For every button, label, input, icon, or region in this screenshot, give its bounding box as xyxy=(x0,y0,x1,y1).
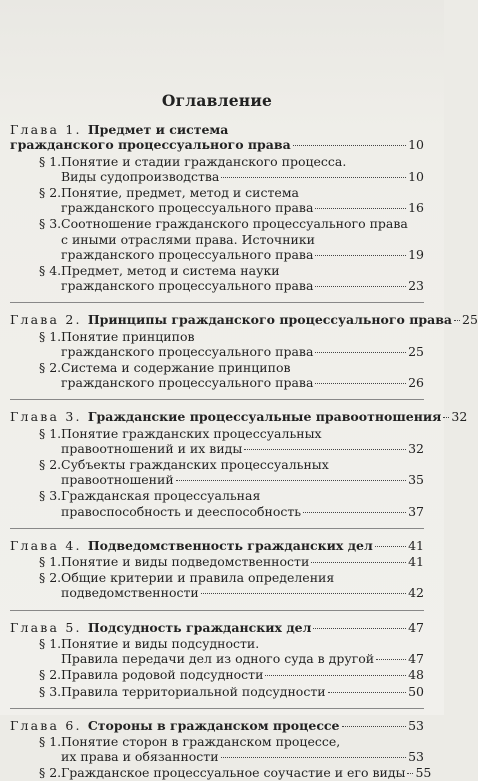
page-number: 53 xyxy=(408,717,424,733)
section-entry[interactable] xyxy=(39,667,424,682)
chapter-title-last-line xyxy=(10,137,424,152)
section-first-line xyxy=(39,765,432,781)
section-title-line: Понятие сторон в гражданском процессе, xyxy=(61,733,341,749)
chapter-label: Глава 3. xyxy=(10,409,88,425)
section-title-last-line xyxy=(61,441,424,456)
section-number: § 1. xyxy=(39,554,62,570)
section-body xyxy=(61,457,424,472)
section-title-last-line xyxy=(61,651,424,666)
section-title-text: гражданского процессуального права xyxy=(61,375,314,391)
section-title-last-line xyxy=(61,554,424,569)
section-number: § 3. xyxy=(39,216,62,232)
section-entry[interactable] xyxy=(39,457,424,487)
section-continuation xyxy=(39,651,424,666)
section-number: § 1. xyxy=(39,153,62,169)
section-continuation xyxy=(39,169,424,184)
chapter-title-text xyxy=(10,409,441,424)
dot-leader xyxy=(342,726,407,727)
chapter xyxy=(10,538,424,601)
chapter-label: Глава 5. xyxy=(10,619,88,635)
section-title-last-line xyxy=(61,344,424,359)
page-number: 47 xyxy=(408,619,424,635)
section-title-last-line xyxy=(61,684,424,699)
section-title-last-line xyxy=(61,765,431,780)
page-number: 32 xyxy=(451,409,468,425)
section-first-line xyxy=(39,636,424,651)
section-entry[interactable] xyxy=(39,734,424,764)
chapter-title-text xyxy=(10,718,340,733)
section-title-line: Система и содержание принципов xyxy=(61,360,291,376)
dot-leader xyxy=(376,659,406,660)
section-title-text: гражданского процессуального права xyxy=(61,278,314,294)
section-first-line xyxy=(39,329,424,344)
section-first-line xyxy=(39,667,424,682)
section-title-line: Субъекты гражданских процессуальных xyxy=(61,457,329,473)
chapter-title-text xyxy=(10,538,373,553)
section-body xyxy=(61,329,424,344)
chapter-title: Принципы гражданского процессуального права xyxy=(87,312,453,328)
chapter-title-line xyxy=(10,538,424,553)
page-number: 25 xyxy=(462,312,478,328)
page-number: 32 xyxy=(408,440,424,456)
chapter-title-line xyxy=(10,312,478,328)
page-number: 35 xyxy=(408,472,424,488)
dot-leader xyxy=(293,145,406,146)
chapter-heading[interactable] xyxy=(10,409,468,425)
page-number: 26 xyxy=(408,375,424,391)
section-title-last-line xyxy=(61,247,424,262)
section-body xyxy=(61,154,424,169)
table-of-contents xyxy=(10,91,478,781)
chapter-heading[interactable] xyxy=(10,538,424,553)
section-continuation xyxy=(39,247,424,262)
section-entry[interactable] xyxy=(39,154,424,184)
dot-leader xyxy=(375,546,406,547)
page-number: 23 xyxy=(408,278,424,294)
section-body xyxy=(61,684,424,699)
section-number: § 2. xyxy=(39,667,62,683)
section-first-line xyxy=(39,457,424,472)
section-entry[interactable] xyxy=(39,684,424,699)
section-continuation xyxy=(39,472,424,487)
chapter xyxy=(10,409,468,519)
section-entry[interactable] xyxy=(39,554,424,569)
chapter-title-text: гражданского процессуального права xyxy=(10,137,291,153)
page-number: 41 xyxy=(408,537,424,553)
section-title-last-line xyxy=(61,749,424,764)
chapter-heading[interactable] xyxy=(10,122,424,152)
chapter-title-text xyxy=(10,620,311,635)
section-continuation xyxy=(39,585,424,600)
section-entry[interactable] xyxy=(39,426,424,456)
section-title-last-line xyxy=(61,472,424,487)
section-title-text: гражданского процессуального права xyxy=(61,343,314,359)
dot-leader xyxy=(313,628,406,629)
chapter xyxy=(10,620,424,699)
section-body xyxy=(61,765,431,780)
chapter-title: Гражданские процессуальные правоотношения xyxy=(87,409,442,425)
chapter-label: Глава 1. xyxy=(10,122,88,138)
chapter-title: Стороны в гражданском процессе xyxy=(87,717,340,733)
section-title-text: подведомственности xyxy=(61,585,199,601)
dot-leader xyxy=(221,757,407,758)
section-title-line: Соотношение гражданского процессуального права xyxy=(61,216,408,232)
dot-leader xyxy=(303,512,406,513)
section-number: § 3. xyxy=(39,683,62,699)
chapter-divider xyxy=(10,302,424,303)
section-title-line: Общие критерии и правила определения xyxy=(61,570,335,586)
section-title-text: Гражданское процессуальное соучастие и его виды xyxy=(61,765,406,781)
section-title-line: Понятие гражданских процессуальных xyxy=(61,425,322,441)
section-number: § 2. xyxy=(39,185,62,201)
section-title-text: Виды судопроизводства xyxy=(61,168,220,184)
section-first-line xyxy=(39,570,424,585)
page-number: 10 xyxy=(408,168,424,184)
section-title-text: правоотношений и их виды xyxy=(61,440,243,456)
show-through-text xyxy=(30,8,410,88)
section-body xyxy=(61,636,424,651)
section-first-line xyxy=(39,734,424,749)
section-title-line: Понятие принципов xyxy=(61,328,195,344)
section-body xyxy=(61,360,424,375)
section-title-last-line xyxy=(61,667,424,682)
section-entry[interactable] xyxy=(39,216,424,262)
section-title-line: Гражданская процессуальная xyxy=(61,488,261,504)
section-continuation xyxy=(39,749,424,764)
section-number: § 2. xyxy=(39,360,62,376)
dot-leader xyxy=(443,417,449,418)
section-title-text: их права и обязанности xyxy=(61,749,219,765)
page-number: 19 xyxy=(408,246,424,262)
dot-leader xyxy=(201,593,406,594)
section-number: § 3. xyxy=(39,488,62,504)
section-body xyxy=(61,554,424,569)
section-continuation: с иными отраслями права. Источники xyxy=(61,231,315,247)
section-body xyxy=(61,185,424,200)
section-continuation xyxy=(39,441,424,456)
section-entry[interactable] xyxy=(39,329,424,359)
section-title-text: правоотношений xyxy=(61,472,174,488)
section-first-line xyxy=(39,488,424,503)
page-number: 42 xyxy=(408,585,424,601)
section-body xyxy=(61,263,424,278)
dot-leader xyxy=(311,562,406,563)
section-title-last-line xyxy=(61,278,424,293)
page-number: 37 xyxy=(408,503,424,519)
chapter-title-line xyxy=(10,620,424,635)
section-title-line: Понятие, предмет, метод и система xyxy=(61,185,300,201)
page-number: 55 xyxy=(415,765,432,781)
section-number: § 1. xyxy=(39,328,62,344)
chapter xyxy=(10,122,424,293)
chapter-title: Предмет и система xyxy=(87,122,229,138)
section-first-line xyxy=(39,216,424,231)
chapter-divider xyxy=(10,610,424,611)
chapter-title: Подсудность гражданских дел xyxy=(87,619,312,635)
chapter-title-text xyxy=(10,312,452,327)
page-number: 48 xyxy=(408,667,424,683)
section-entry[interactable] xyxy=(39,263,424,293)
page-number: 50 xyxy=(408,683,424,699)
section-title-text: Понятие и виды подведомственности xyxy=(61,554,310,570)
chapter-label: Глава 4. xyxy=(10,537,88,553)
dot-leader xyxy=(328,692,407,693)
chapter-divider xyxy=(10,528,424,529)
section-entry[interactable] xyxy=(39,765,432,781)
chapter-heading[interactable] xyxy=(10,718,424,733)
dot-leader xyxy=(315,383,406,384)
dot-leader xyxy=(221,177,406,178)
section-first-line xyxy=(39,185,424,200)
page-number: 10 xyxy=(408,137,424,153)
section-number: § 2. xyxy=(39,457,62,473)
page-number: 41 xyxy=(408,554,424,570)
section-first-line xyxy=(39,154,424,169)
section-first-line xyxy=(39,554,424,569)
section-body xyxy=(61,488,424,503)
section-first-line xyxy=(39,263,424,278)
chapter-title-line xyxy=(10,409,468,425)
section-continuation xyxy=(39,375,424,390)
chapter xyxy=(10,717,432,781)
toc-heading: Оглавление xyxy=(161,91,273,110)
dot-leader xyxy=(244,449,406,450)
section-entry[interactable] xyxy=(39,185,424,215)
section-body xyxy=(61,667,424,682)
page-number: 25 xyxy=(408,343,424,359)
section-entry[interactable] xyxy=(39,636,424,666)
chapter-title-line xyxy=(10,718,424,733)
section-number: § 2. xyxy=(39,765,62,781)
section-number: § 2. xyxy=(39,570,62,586)
section-continuation xyxy=(39,344,424,359)
section-number: § 1. xyxy=(39,733,62,749)
chapter-divider xyxy=(10,399,424,400)
chapter-heading[interactable] xyxy=(10,312,478,328)
section-number: § 1. xyxy=(39,635,62,651)
dot-leader xyxy=(315,208,406,209)
section-title-line: Предмет, метод и система науки xyxy=(61,263,280,279)
dot-leader xyxy=(407,773,413,774)
section-body xyxy=(61,426,424,441)
chapter-label: Глава 2. xyxy=(10,312,88,328)
chapter-label: Глава 6. xyxy=(10,717,88,733)
section-title-last-line xyxy=(61,585,424,600)
section-number: § 1. xyxy=(39,425,62,441)
section-first-line xyxy=(39,684,424,699)
dot-leader xyxy=(315,255,406,256)
section-title-line: Понятие и стадии гражданского процесса. xyxy=(61,153,347,169)
section-body xyxy=(61,570,424,585)
section-entry[interactable] xyxy=(39,360,424,390)
section-entry[interactable] xyxy=(39,488,424,518)
page-number: 53 xyxy=(408,749,424,765)
section-title-last-line xyxy=(61,504,424,519)
page-number: 16 xyxy=(408,200,424,216)
section-title-last-line xyxy=(61,375,424,390)
dot-leader xyxy=(265,675,406,676)
dot-leader xyxy=(315,286,406,287)
section-entry[interactable] xyxy=(39,570,424,600)
section-body xyxy=(61,216,424,231)
section-title-last-line xyxy=(61,200,424,215)
section-continuation xyxy=(39,504,424,519)
section-title-line: Понятие и виды подсудности. xyxy=(61,635,260,651)
chapter-title: Подведомственность гражданских дел xyxy=(87,537,373,553)
section-first-line xyxy=(39,360,424,375)
section-title-text: гражданского процессуального права xyxy=(61,246,314,262)
dot-leader xyxy=(315,352,406,353)
section-number: § 4. xyxy=(39,263,62,279)
section-title-text: Правила родовой подсудности xyxy=(61,667,264,683)
section-title-text: Правила передачи дел из одного суда в другой xyxy=(61,651,375,667)
section-continuation xyxy=(39,200,424,215)
chapter-divider xyxy=(10,708,424,709)
section-continuation xyxy=(39,278,424,293)
chapter-heading[interactable] xyxy=(10,620,424,635)
section-title-text: правоспособность и дееспособность xyxy=(61,503,302,519)
dot-leader xyxy=(454,320,460,321)
section-first-line xyxy=(39,426,424,441)
dot-leader xyxy=(176,480,406,481)
section-body xyxy=(61,734,424,749)
section-title-text: гражданского процессуального права xyxy=(61,200,314,216)
section-title-last-line xyxy=(61,169,424,184)
chapter xyxy=(10,312,478,391)
page-number: 47 xyxy=(408,651,424,667)
chapter-list xyxy=(10,122,478,781)
section-title-text: Правила территориальной подсудности xyxy=(61,683,326,699)
chapter-title-line xyxy=(10,122,424,137)
